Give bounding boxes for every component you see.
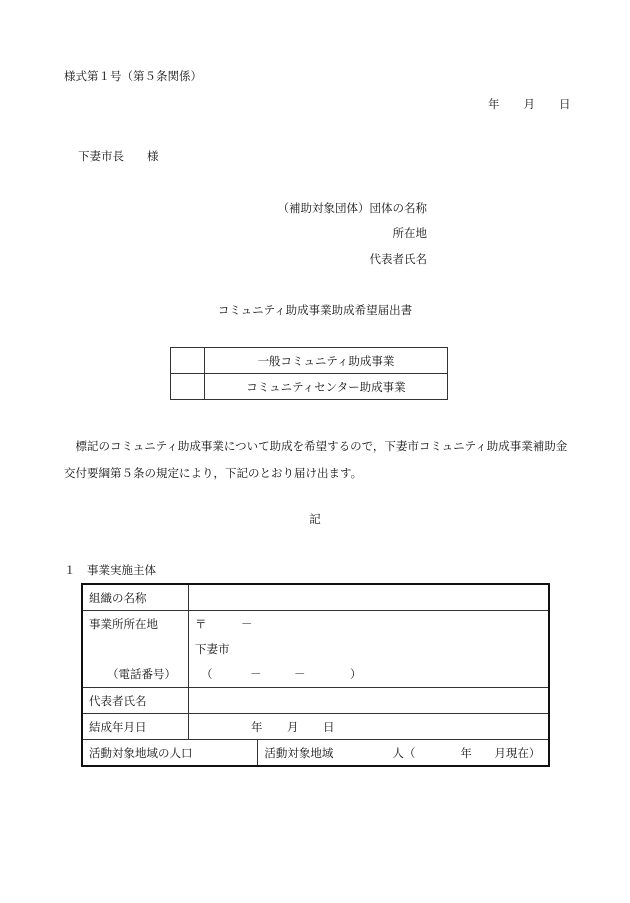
org-name-value[interactable]: [189, 584, 550, 611]
phone-label: （電話番号）: [107, 666, 176, 681]
area-label: 活動対象地域: [264, 745, 334, 760]
date-line: [488, 96, 571, 112]
city-line: 下妻市: [195, 641, 230, 656]
office-address-cell-label: [82, 611, 189, 688]
project-type-table: [170, 347, 448, 400]
org-name-label: （補助対象団体）団体の名称: [277, 201, 427, 215]
checkbox-cell[interactable]: [171, 348, 205, 374]
population-label: 活動対象地域の人口: [82, 740, 258, 767]
population-value[interactable]: [258, 740, 549, 767]
ki-heading: 記: [309, 512, 321, 526]
representative-value[interactable]: [189, 688, 550, 714]
founded-day: 日: [323, 719, 335, 734]
project-type-label: 一般コミュニティ助成事業: [205, 348, 448, 374]
office-address-label: 事業所所在地: [89, 616, 158, 631]
office-address-value[interactable]: [189, 611, 550, 688]
postal-dash: －: [241, 616, 253, 631]
date-month: 月: [523, 97, 535, 111]
date-year: 年: [488, 97, 500, 111]
table-row: [82, 714, 549, 740]
body-paragraph: 標記のコミュニティ助成事業について助成を希望するので，下妻市コミュニティ助成事業補助金交付要綱第５条の規定により，下記のとおり届け出ます。: [64, 439, 568, 480]
phone-close: ）: [350, 666, 362, 681]
document-title: コミュニティ助成事業助成希望届出書: [217, 303, 413, 317]
project-type-row: [171, 348, 448, 374]
project-type-row: [171, 374, 448, 400]
checkbox-cell[interactable]: [171, 374, 205, 400]
form-number: 様式第１号（第５条関係）: [64, 69, 202, 83]
table-row: [82, 740, 549, 767]
spacer: [89, 637, 182, 662]
table-row: [82, 611, 549, 688]
phone-dash-1: －: [250, 666, 262, 681]
addressee: 下妻市長 様: [78, 149, 159, 163]
project-type-label: コミュニティセンター助成事業: [205, 374, 448, 400]
address-label: 所在地: [392, 226, 427, 240]
section-heading: １ 事業実施主体: [64, 563, 156, 577]
founded-month: 月: [287, 719, 299, 734]
founded-cell-label: 結成年月日: [82, 714, 189, 740]
population-year: 年: [460, 745, 472, 760]
founded-year: 年: [251, 719, 263, 734]
date-day: 日: [559, 97, 571, 111]
founded-value[interactable]: [189, 714, 550, 740]
org-name-cell-label: 組織の名称: [82, 584, 189, 611]
postal-mark: 〒: [195, 616, 207, 631]
population-month-current: 月現在）: [494, 745, 541, 760]
table-row: [82, 584, 549, 611]
phone-open: （: [201, 666, 213, 681]
representative-label: 代表者氏名: [369, 252, 427, 266]
representative-cell-label: 代表者氏名: [82, 688, 189, 714]
table-row: [82, 688, 549, 714]
people-label: 人（: [392, 745, 416, 760]
phone-line: [195, 662, 542, 687]
phone-dash-2: －: [294, 666, 306, 681]
implementing-body-table: [81, 583, 550, 767]
postal-line: [195, 612, 542, 637]
